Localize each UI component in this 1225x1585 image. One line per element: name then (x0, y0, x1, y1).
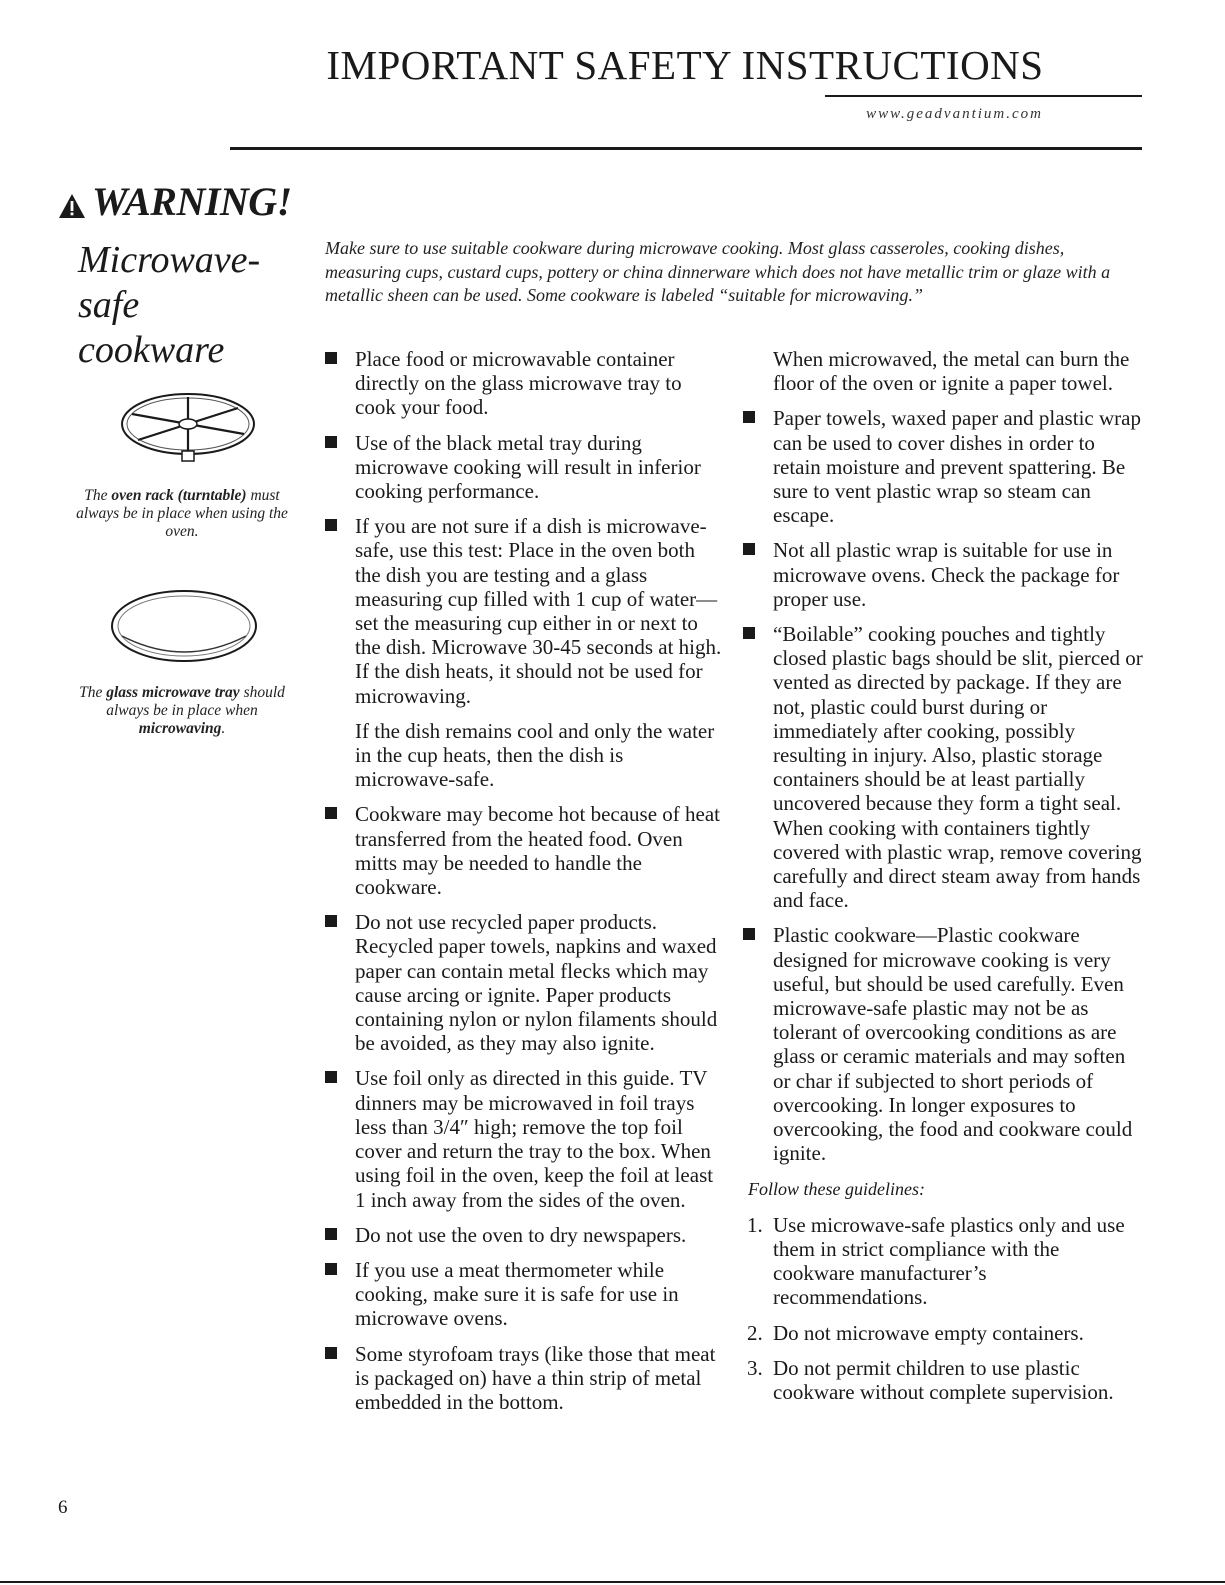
guidelines-label: Follow these guidelines: (748, 1178, 925, 1199)
bullet-text: If you are not sure if a dish is microwave-safe, use this test: Place in the oven both the dish you are testing and a glass measuring cup filled with 1 cup of water—set the measuring cup either in or next to the dish. Microwave 30-45 seconds at high. If the dish heats, it should not be used for microwaving. (355, 514, 722, 708)
bullet-text: Plastic cookware—Plastic cookware designed for microwave cooking is very useful, but should be used carefully. Even microwave-safe plastic may not be as tolerant of overcooking conditions as are glass or ceramic materials and may soften or char if subjected to short periods of overcooking. In longer exposures to overcooking, the food and cookware could ignite. (773, 923, 1133, 1166)
caption-text: should always be in place when (106, 684, 285, 719)
bullet-square-icon (325, 1071, 337, 1083)
bullet-item (743, 538, 1143, 611)
bullet-text: Use of the black metal tray during microwave cooking will result in inferior cooking performance. (355, 430, 701, 504)
bullet-text: Use foil only as directed in this guide. TV dinners may be microwaved in foil trays less than 3/4″ high; remove the top foil cover and return the tray to the box. When using foil in the oven, keep the foil at least 1 inch away from the sides of the oven. (355, 1066, 714, 1212)
bullet-item (325, 1342, 725, 1415)
caption-emphasis: microwaving (138, 720, 222, 737)
bottom-rule (0, 1581, 1225, 1583)
bullet-text: Do not use the oven to dry newspapers. (355, 1222, 687, 1247)
bullet-square-icon (325, 352, 337, 364)
intro-paragraph: Make sure to use suitable cookware during microwave cooking. Most glass casseroles, cooking dishes, measuring cups, custard cups, pottery or china dinnerware which does not have metallic trim or glaze with a metallic sheen can be used. Some cookware is labeled “suitable for microwaving.” (325, 238, 1111, 305)
bullet-item (325, 347, 725, 420)
header-main-rule (230, 147, 1142, 150)
item-number: 3. (747, 1355, 763, 1380)
header-url: www.geadvantium.com (866, 106, 1043, 122)
bullet-square-icon (743, 928, 755, 940)
bullet-text: Some styrofoam trays (like those that meat is packaged on) have a thin strip of metal embedded in the bottom. (355, 1341, 716, 1414)
numbered-item (743, 1356, 1143, 1404)
section-title: Microwave-safe cookware (78, 239, 261, 371)
oven-rack-caption (62, 487, 302, 541)
bullet-item (325, 1066, 725, 1211)
warning-label: WARNING! (92, 179, 292, 224)
bullet-square-icon (325, 915, 337, 927)
bullet-square-icon (743, 627, 755, 639)
page-number: 6 (58, 1497, 68, 1518)
right-text-column (743, 347, 1143, 1415)
caption-text: The (84, 487, 112, 504)
header-short-rule (825, 95, 1142, 97)
bullet-square-icon (325, 1263, 337, 1275)
glass-microwave-tray-illustration (108, 586, 260, 666)
bullet-square-icon (325, 519, 337, 531)
caption-emphasis: glass microwave tray (106, 684, 240, 701)
bullet-item (743, 923, 1143, 1165)
left-text-column (325, 347, 725, 1425)
bullet-square-icon (325, 1228, 337, 1240)
bullet-item (743, 622, 1143, 912)
bullet-item (325, 1223, 725, 1247)
bullet-text: If you use a meat thermometer while cooking, make sure it is safe for use in microwave ovens. (355, 1257, 679, 1331)
caption-text: The (79, 684, 107, 701)
bullet-item (325, 431, 725, 504)
bullet-square-icon (325, 436, 337, 448)
page-header-title: IMPORTANT SAFETY INSTRUCTIONS (326, 42, 1044, 88)
bullet-continuation: If the dish remains cool and only the water in the cup heats, then the dish is microwave-safe. (355, 718, 715, 792)
numbered-text: Do not microwave empty containers. (773, 1320, 1084, 1345)
oven-rack-turntable-illustration (118, 388, 258, 470)
bullet-square-icon (325, 807, 337, 819)
numbered-text: Use microwave-safe plastics only and use them in strict compliance with the cookware manufacturer’s recommendations. (773, 1212, 1125, 1310)
bullet-text: “Boilable” cooking pouches and tightly closed plastic bags should be slit, pierced or vented as directed by package. If they are not, plastic could burst during or immediately after cooking, possibly resulting in injury. Also, plastic storage containers should be at least partially uncovered because they form a tight seal. When cooking with containers tightly covered with plastic wrap, remove covering carefully and direct steam away from hands and face. (773, 622, 1143, 913)
item-number: 2. (747, 1320, 763, 1345)
glass-tray-caption (62, 684, 302, 738)
item-number: 1. (747, 1212, 763, 1237)
bullet-square-icon (325, 1347, 337, 1359)
bullet-item (325, 514, 725, 708)
numbered-item (743, 1213, 1143, 1310)
bullet-text: Not all plastic wrap is suitable for use in microwave ovens. Check the package for proper use. (773, 538, 1120, 611)
bullet-square-icon (743, 411, 755, 423)
bullet-text: Cookware may become hot because of heat transferred from the heated food. Oven mitts may be needed to handle the cookware. (355, 802, 721, 900)
bullet-text: Place food or microwavable container directly on the glass microwave tray to cook your food. (355, 347, 682, 420)
caption-emphasis: oven rack (turntable) (111, 487, 247, 504)
bullet-square-icon (743, 543, 755, 555)
bullet-continuation: When microwaved, the metal can burn the floor of the oven or ignite a paper towel. (773, 347, 1130, 396)
numbered-item (743, 1321, 1143, 1345)
numbered-text: Do not permit children to use plastic cookware without complete supervision. (773, 1355, 1114, 1404)
caption-text: . (221, 720, 226, 737)
warning-triangle-icon (58, 193, 86, 219)
bullet-text: Do not use recycled paper products. Recycled paper towels, napkins and waxed paper can contain metal flecks which may cause arcing or ignite. Paper products containing nylon or nylon filaments should be avoided, as they may also ignite. (355, 910, 718, 1056)
bullet-item (325, 910, 725, 1055)
caption-text: must always be in place when using the oven. (76, 487, 288, 540)
bullet-item (325, 802, 725, 899)
bullet-item (743, 406, 1143, 527)
warning-heading (58, 178, 292, 225)
bullet-text: Paper towels, waxed paper and plastic wrap can be used to cover dishes in order to retain moisture and prevent spattering. Be sure to vent plastic wrap so steam can escape. (773, 406, 1141, 528)
bullet-item (325, 1258, 725, 1331)
